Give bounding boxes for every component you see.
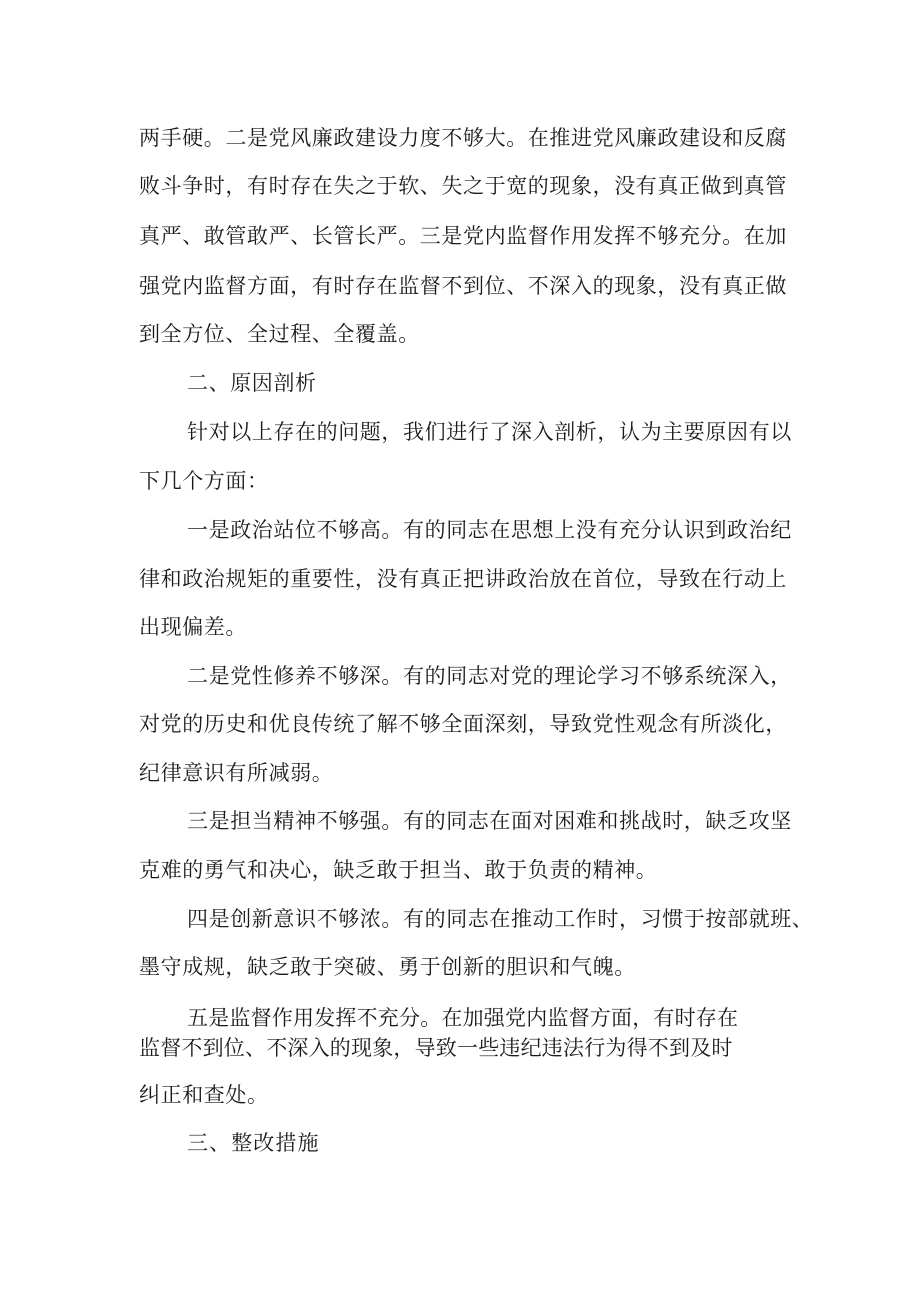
- text-line: 三是担当精神不够强。有的同志在面对困难和挑战时，缺乏攻坚: [187, 809, 792, 833]
- text-line: 监督不到位、不深入的现象，导致一些违纪违法行为得不到及时: [139, 1036, 733, 1060]
- section-heading-reasons: 二、原因剖析: [187, 371, 317, 395]
- text-line: 纪律意识有所减弱。: [139, 761, 334, 785]
- section-heading-measures: 三、整改措施: [187, 1131, 320, 1155]
- text-line: 两手硬。二是党风廉政建设力度不够大。在推进党风廉政建设和反腐: [139, 126, 787, 150]
- text-line: 五是监督作用发挥不充分。在加强党内监督方面，有时存在: [187, 1006, 739, 1030]
- text-line: 墨守成规，缺乏敢于突破、勇于创新的胆识和气魄。: [139, 955, 636, 979]
- text-line: 强党内监督方面，有时存在监督不到位、不深入的现象，没有真正做: [139, 274, 787, 298]
- text-line: 出现偏差。: [139, 615, 247, 639]
- text-line: 一是政治站位不够高。有的同志在思想上没有充分认识到政治纪: [187, 518, 792, 542]
- text-line: 二是党性修养不够深。有的同志对党的理论学习不够系统深入，: [187, 664, 792, 688]
- text-line: 纠正和查处。: [139, 1083, 269, 1107]
- text-line: 针对以上存在的问题，我们进行了深入剖析，认为主要原因有以: [187, 420, 792, 444]
- text-line: 真严、敢管敢严、长管长严。三是党内监督作用发挥不够充分。在加: [139, 224, 787, 248]
- text-line: 对党的历史和优良传统了解不够全面深刻，导致党性观念有所淡化，: [139, 712, 787, 736]
- text-line: 克难的勇气和决心，缺乏敢于担当、敢于负责的精神。: [139, 858, 658, 882]
- text-line: 到全方位、全过程、全覆盖。: [139, 322, 420, 346]
- text-line: 律和政治规矩的重要性，没有真正把讲政治放在首位，导致在行动上: [139, 567, 787, 591]
- text-line: 四是创新意识不够浓。有的同志在推动工作时，习惯于按部就班、: [187, 907, 814, 931]
- text-line: 下几个方面：: [139, 469, 269, 493]
- text-line: 败斗争时，有时存在失之于软、失之于宽的现象，没有真正做到真管: [139, 174, 787, 198]
